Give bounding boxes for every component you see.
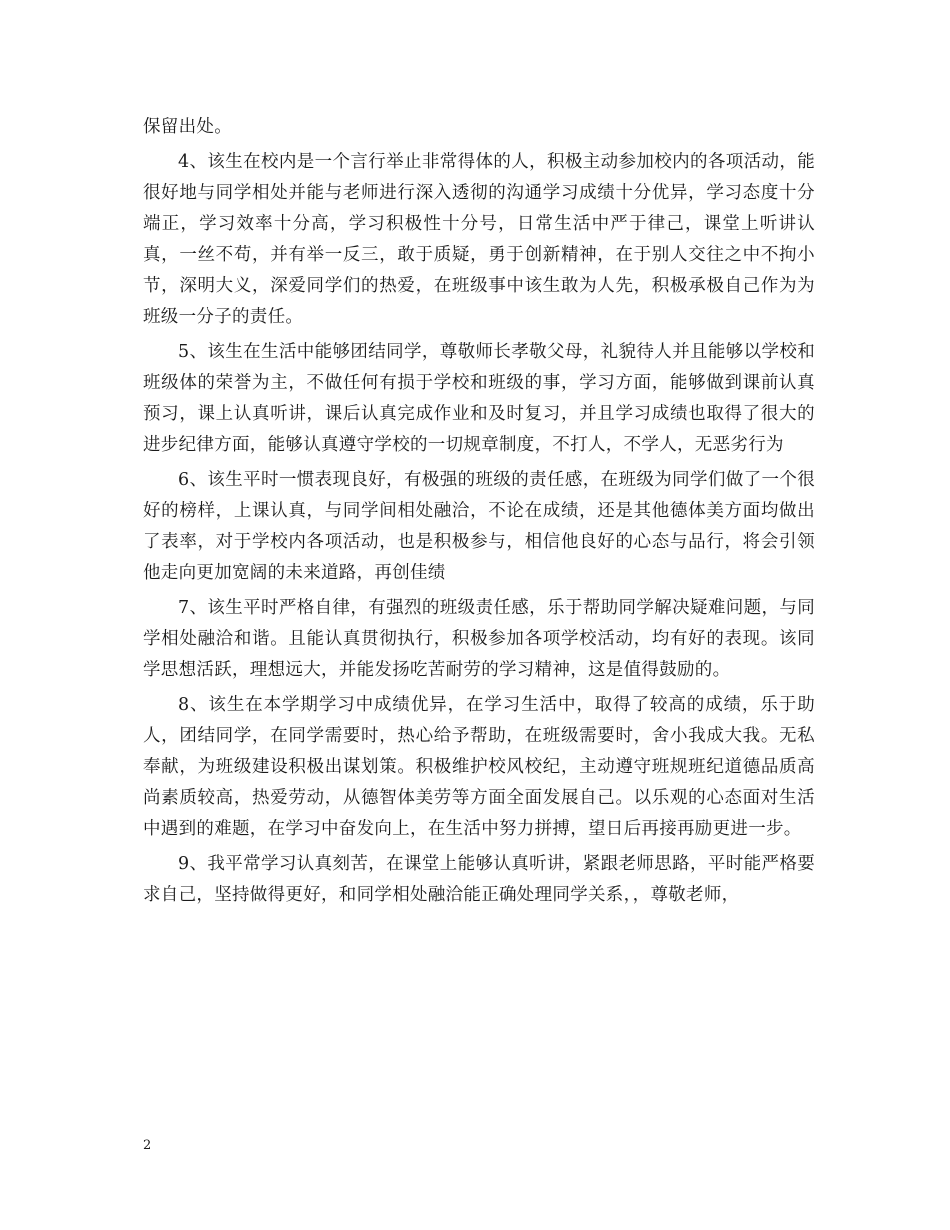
paragraph-item-9: 9、我平常学习认真刻苦，在课堂上能够认真听讲，紧跟老师思路，平时能严格要求自己，坚持做得更好，和同学相处融洽能正确处理同学关系，，尊敬老师， [143, 854, 815, 905]
paragraph-item-4: 4、该生在校内是一个言行举止非常得体的人，积极主动参加校内的各项活动，能很好地与同学相处并能与老师进行深入透彻的沟通学习成绩十分优异，学习态度十分端正，学习效率十分高，学习积极性十分号，日常生活中严于律己，课堂上听讲认真，一丝不苟，并有举一反三，敢于质疑，勇于创新精神，在于别人交往之中不拘小节，深明大义，深爱同学们的热爱，在班级事中该生敢为人先，积极承极自己作为为班级一分子的责任。 [143, 152, 815, 327]
paragraph-item-8: 8、该生在本学期学习中成绩优异，在学习生活中，取得了较高的成绩，乐于助人，团结同学，在同学需要时，热心给予帮助，在班级需要时，舍小我成大我。无私奉献，为班级建设积极出谋划策。积极维护校风校纪，主动遵守班规班纪道德品质高尚素质较高，热爱劳动，从德智体美劳等方面全面发展自己。以乐观的心态面对生活中遇到的难题，在学习中奋发向上，在生活中努力拼搏，望日后再接再励更进一步。 [143, 695, 815, 839]
paragraph-item-6: 6、该生平时一惯表现良好，有极强的班级的责任感，在班级为同学们做了一个很好的榜样，上课认真，与同学间相处融洽，不论在成绩，还是其他德体美方面均做出了表率，对于学校内各项活动，也是积极参与，相信他良好的心态与品行，将会引领他走向更加宽阔的未来道路，再创佳绩 [143, 470, 815, 583]
page-number: 2 [143, 1138, 152, 1153]
document-body [143, 112, 815, 911]
paragraph-item-5: 5、该生在生活中能够团结同学，尊敬师长孝敬父母，礼貌待人并且能够以学校和班级体的荣誉为主，不做任何有损于学校和班级的事，学习方面，能够做到课前认真预习，课上认真听讲，课后认真完成作业和及时复习，并且学习成绩也取得了很大的进步纪律方面，能够认真遵守学校的一切规章制度，不打人，不学人，无恶劣行为 [143, 342, 815, 455]
paragraph-continuation: 保留出处。 [143, 117, 232, 137]
paragraph-item-7: 7、该生平时严格自律，有强烈的班级责任感，乐于帮助同学解决疑难问题，与同学相处融洽和谐。且能认真贯彻执行，积极参加各项学校活动，均有好的表现。该同学思想活跃，理想远大，并能发扬吃苦耐劳的学习精神，这是值得鼓励的。 [143, 598, 815, 680]
